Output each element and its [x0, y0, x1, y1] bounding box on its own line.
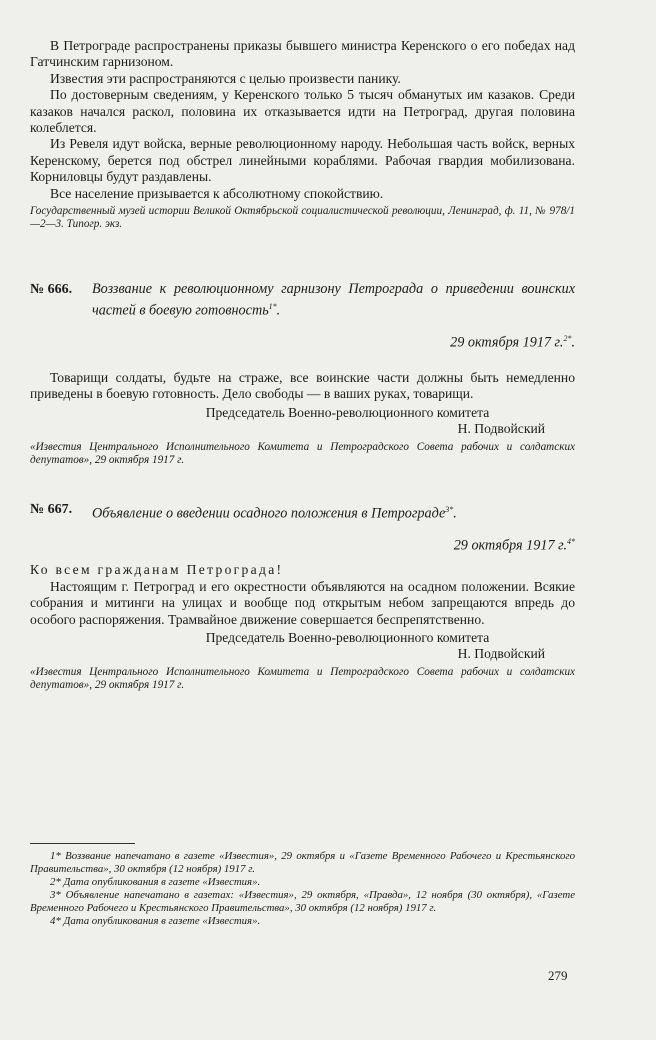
- footnote-text: Дата опубликования в газете «Известия».: [63, 876, 261, 888]
- intro-paragraph-4: Из Ревеля идут войска, верные революционному народу. Небольшая часть войск, верных Керенскому, берется под обстрел линейными кораблями. Рабочая гвардия мобилизована. Корниловцы будут раздавлены.: [30, 136, 575, 185]
- doc-666-signature-title: Председатель Военно-революционного комитета: [205, 404, 490, 420]
- footnote-mark: 4*: [50, 915, 61, 927]
- doc-667-address: Ко всем гражданам Петрограда!: [30, 562, 284, 578]
- doc-666-date-line: 29 октября 1917 г.$^{2*}$.: [450, 334, 575, 351]
- doc-666-heading: [30, 281, 575, 320]
- footnotes: [30, 850, 575, 928]
- doc-666-signature-name: Н. Подвойский: [457, 421, 545, 437]
- footnote-divider: [30, 843, 135, 844]
- footnote-mark: 2*: [50, 876, 61, 888]
- footnote-text: Дата опубликования в газете «Известия».: [63, 915, 261, 927]
- doc-666-number: № 666.: [30, 282, 73, 298]
- intro-paragraph-1: В Петрограде распространены приказы бывшего министра Керенского о его победах над Гатчинским гарнизоном.: [30, 38, 575, 70]
- doc-667-date-line: [30, 537, 575, 555]
- footnote-mark: 1*: [50, 850, 61, 862]
- footnote-item: [30, 889, 575, 915]
- page-number: 279: [548, 968, 568, 983]
- intro-paragraph-2: Известия эти распространяются с целью произвести панику.: [50, 70, 401, 86]
- footnote-item: [30, 850, 575, 876]
- doc-667-number: № 667.: [30, 501, 73, 517]
- page-body: [30, 38, 575, 692]
- intro-source: Государственный музей истории Великой Октябрьской социалистической революции, Ленинград, ф. 11, № 978/1—2—3. Типогр. экз.: [30, 205, 575, 231]
- doc-667-signature-title: Председатель Военно-революционного комитета: [205, 630, 490, 646]
- intro-paragraph-3: По достоверным сведениям, у Керенского только 5 тысяч обманутых им казаков. Среди казаков начался раскол, половина их отказывается идти на Петроград, другая половина колеблется.: [30, 87, 575, 136]
- doc-667-title-note: 3*: [445, 504, 454, 514]
- doc-666-date-note: 2*: [563, 334, 572, 344]
- doc-667-date: 29 октября 1917 г.: [453, 537, 567, 554]
- doc-667-title: Объявление о введении осадного положения в Петрограде: [92, 505, 446, 522]
- doc-666-title-note: 1*: [268, 302, 277, 312]
- footnote-item: [30, 915, 575, 928]
- doc-666-body: Товарищи солдаты, будьте на страже, все воинские части должны быть немедленно приведены в боевую готовность. Дело свободы — в ваших руках, товарищи.: [30, 369, 575, 402]
- footnote-mark: 3*: [50, 889, 61, 901]
- footnote-text: Воззвание напечатано в газете «Известия», 29 октября и «Газете Временного Рабочего и Крестьянского Правительства», 30 октября (12 ноября) 1917 г.: [30, 850, 575, 875]
- footnote-item: [30, 876, 575, 889]
- intro-paragraph-5: Все население призывается к абсолютному спокойствию.: [50, 185, 384, 201]
- doc-667-source: «Известия Центрального Исполнительного Комитета и Петроградского Совета рабочих и солдатских депутатов», 29 октября 1917 г.: [30, 665, 575, 692]
- footnote-text: Объявление напечатано в газетах: «Известия», 29 октября, «Правда», 12 ноября (30 октября), «Газете Временного Рабочего и Крестьянского Правительства», 30 октября (12 ноября) 1917 г.: [30, 889, 576, 914]
- doc-667-title-wrap: Объявление о введении осадного положения в Петрограде$^{3*}$.: [92, 504, 457, 522]
- doc-667-date-note: 4*: [567, 536, 575, 546]
- doc-667-signature-name: Н. Подвойский: [457, 646, 545, 662]
- doc-666-source: «Известия Центрального Исполнительного Комитета и Петроградского Совета рабочих и солдатских депутатов», 29 октября 1917 г.: [30, 440, 575, 466]
- doc-666-date: 29 октября 1917 г.: [450, 334, 564, 351]
- doc-666-title: Воззвание к революционному гарнизону Петрограда о приведении воинских частей в боевую готовность: [92, 281, 575, 320]
- doc-666-title-wrap: Воззвание к революционному гарнизону Петрограда о приведении воинских частей в боевую готовность$^{1*}$.: [92, 281, 575, 320]
- doc-667-body: Настоящим г. Петроград и его окрестности объявляются на осадном положении. Всякие собрания и митинги на улицах и вообще под открытым небом запрещаются впредь до особого распоряжения. Трамвайное движение совершается беспрепятственно.: [30, 578, 575, 627]
- doc-667-heading: [30, 501, 575, 523]
